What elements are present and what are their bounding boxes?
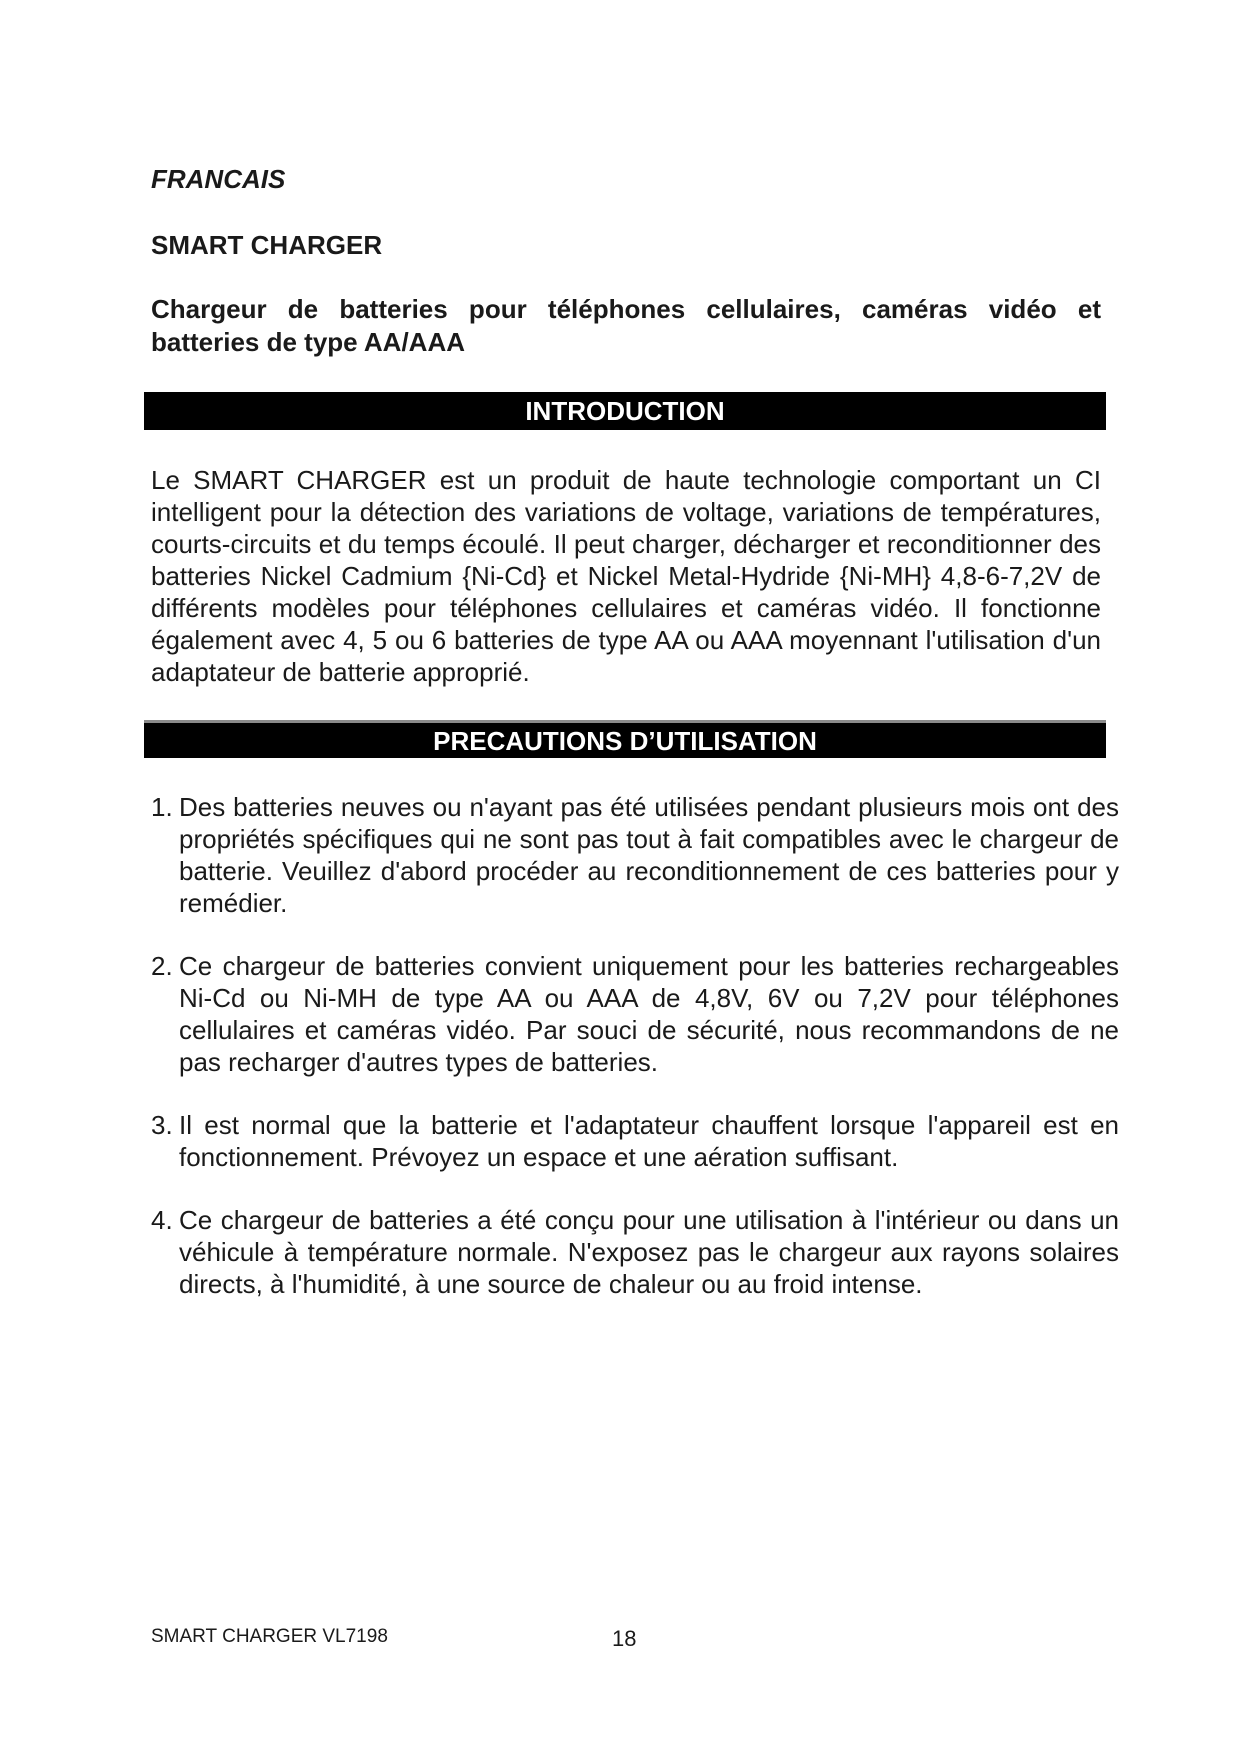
- precaution-number: 4.: [151, 1205, 173, 1235]
- precaution-text: Il est normal que la batterie et l'adaptateur chauffent lorsque l'appareil est en fonctionnement. Prévoyez un espace et une aération suffisant.: [179, 1110, 1119, 1172]
- footer-product-model: SMART CHARGER VL7198: [151, 1626, 388, 1647]
- precaution-item-1: [151, 791, 1119, 919]
- precautions-heading: PRECAUTIONS D’UTILISATION: [144, 720, 1106, 758]
- precaution-number: 1.: [151, 792, 173, 822]
- precaution-item-3: [151, 1109, 1119, 1173]
- precaution-text: Des batteries neuves ou n'ayant pas été utilisées pendant plusieurs mois ont des propriétés spécifiques qui ne sont pas tout à fait compatibles avec le chargeur de batterie. Veuillez d'abord procéder au reconditionnement de ces batteries pour y remédier.: [179, 792, 1119, 918]
- precaution-number: 3.: [151, 1110, 173, 1140]
- precaution-text: Ce chargeur de batteries a été conçu pour une utilisation à l'intérieur ou dans un véhicule à température normale. N'exposez pas le chargeur aux rayons solaires directs, à l'humidité, à une source de chaleur ou au froid intense.: [179, 1205, 1119, 1299]
- product-title: SMART CHARGER: [151, 230, 383, 260]
- precaution-item-2: [151, 950, 1119, 1078]
- precautions-list: [151, 791, 1119, 1331]
- precaution-item-4: [151, 1204, 1119, 1300]
- precaution-text: Ce chargeur de batteries convient uniquement pour les batteries rechargeables Ni-Cd ou Ni-MH de type AA ou AAA de 4,8V, 6V ou 7,2V pour téléphones cellulaires et caméras vidéo. Par souci de sécurité, nous recommandons de ne pas recharger d'autres types de batteries.: [179, 951, 1119, 1077]
- introduction-body: Le SMART CHARGER est un produit de haute technologie comportant un CI intelligent pour la détection des variations de voltage, variations de températures, courts-circuits et du temps écoulé. Il peut charger, décharger et reconditionner des batteries Nickel Cadmium {Ni-Cd} et Nickel Metal-Hydride {Ni-MH} 4,8-6-7,2V de différents modèles pour téléphones cellulaires et caméras vidéo. Il fonctionne également avec 4, 5 ou 6 batteries de type AA ou AAA moyennant l'utilisation d'un adaptateur de batterie approprié.: [151, 465, 1101, 687]
- introduction-heading: INTRODUCTION: [144, 392, 1106, 430]
- product-subtitle: Chargeur de batteries pour téléphones cellulaires, caméras vidéo et batteries de type AA/AAA: [151, 294, 1101, 357]
- page-number: 18: [612, 1626, 637, 1651]
- precaution-number: 2.: [151, 951, 173, 981]
- language-label: FRANCAIS: [151, 164, 286, 194]
